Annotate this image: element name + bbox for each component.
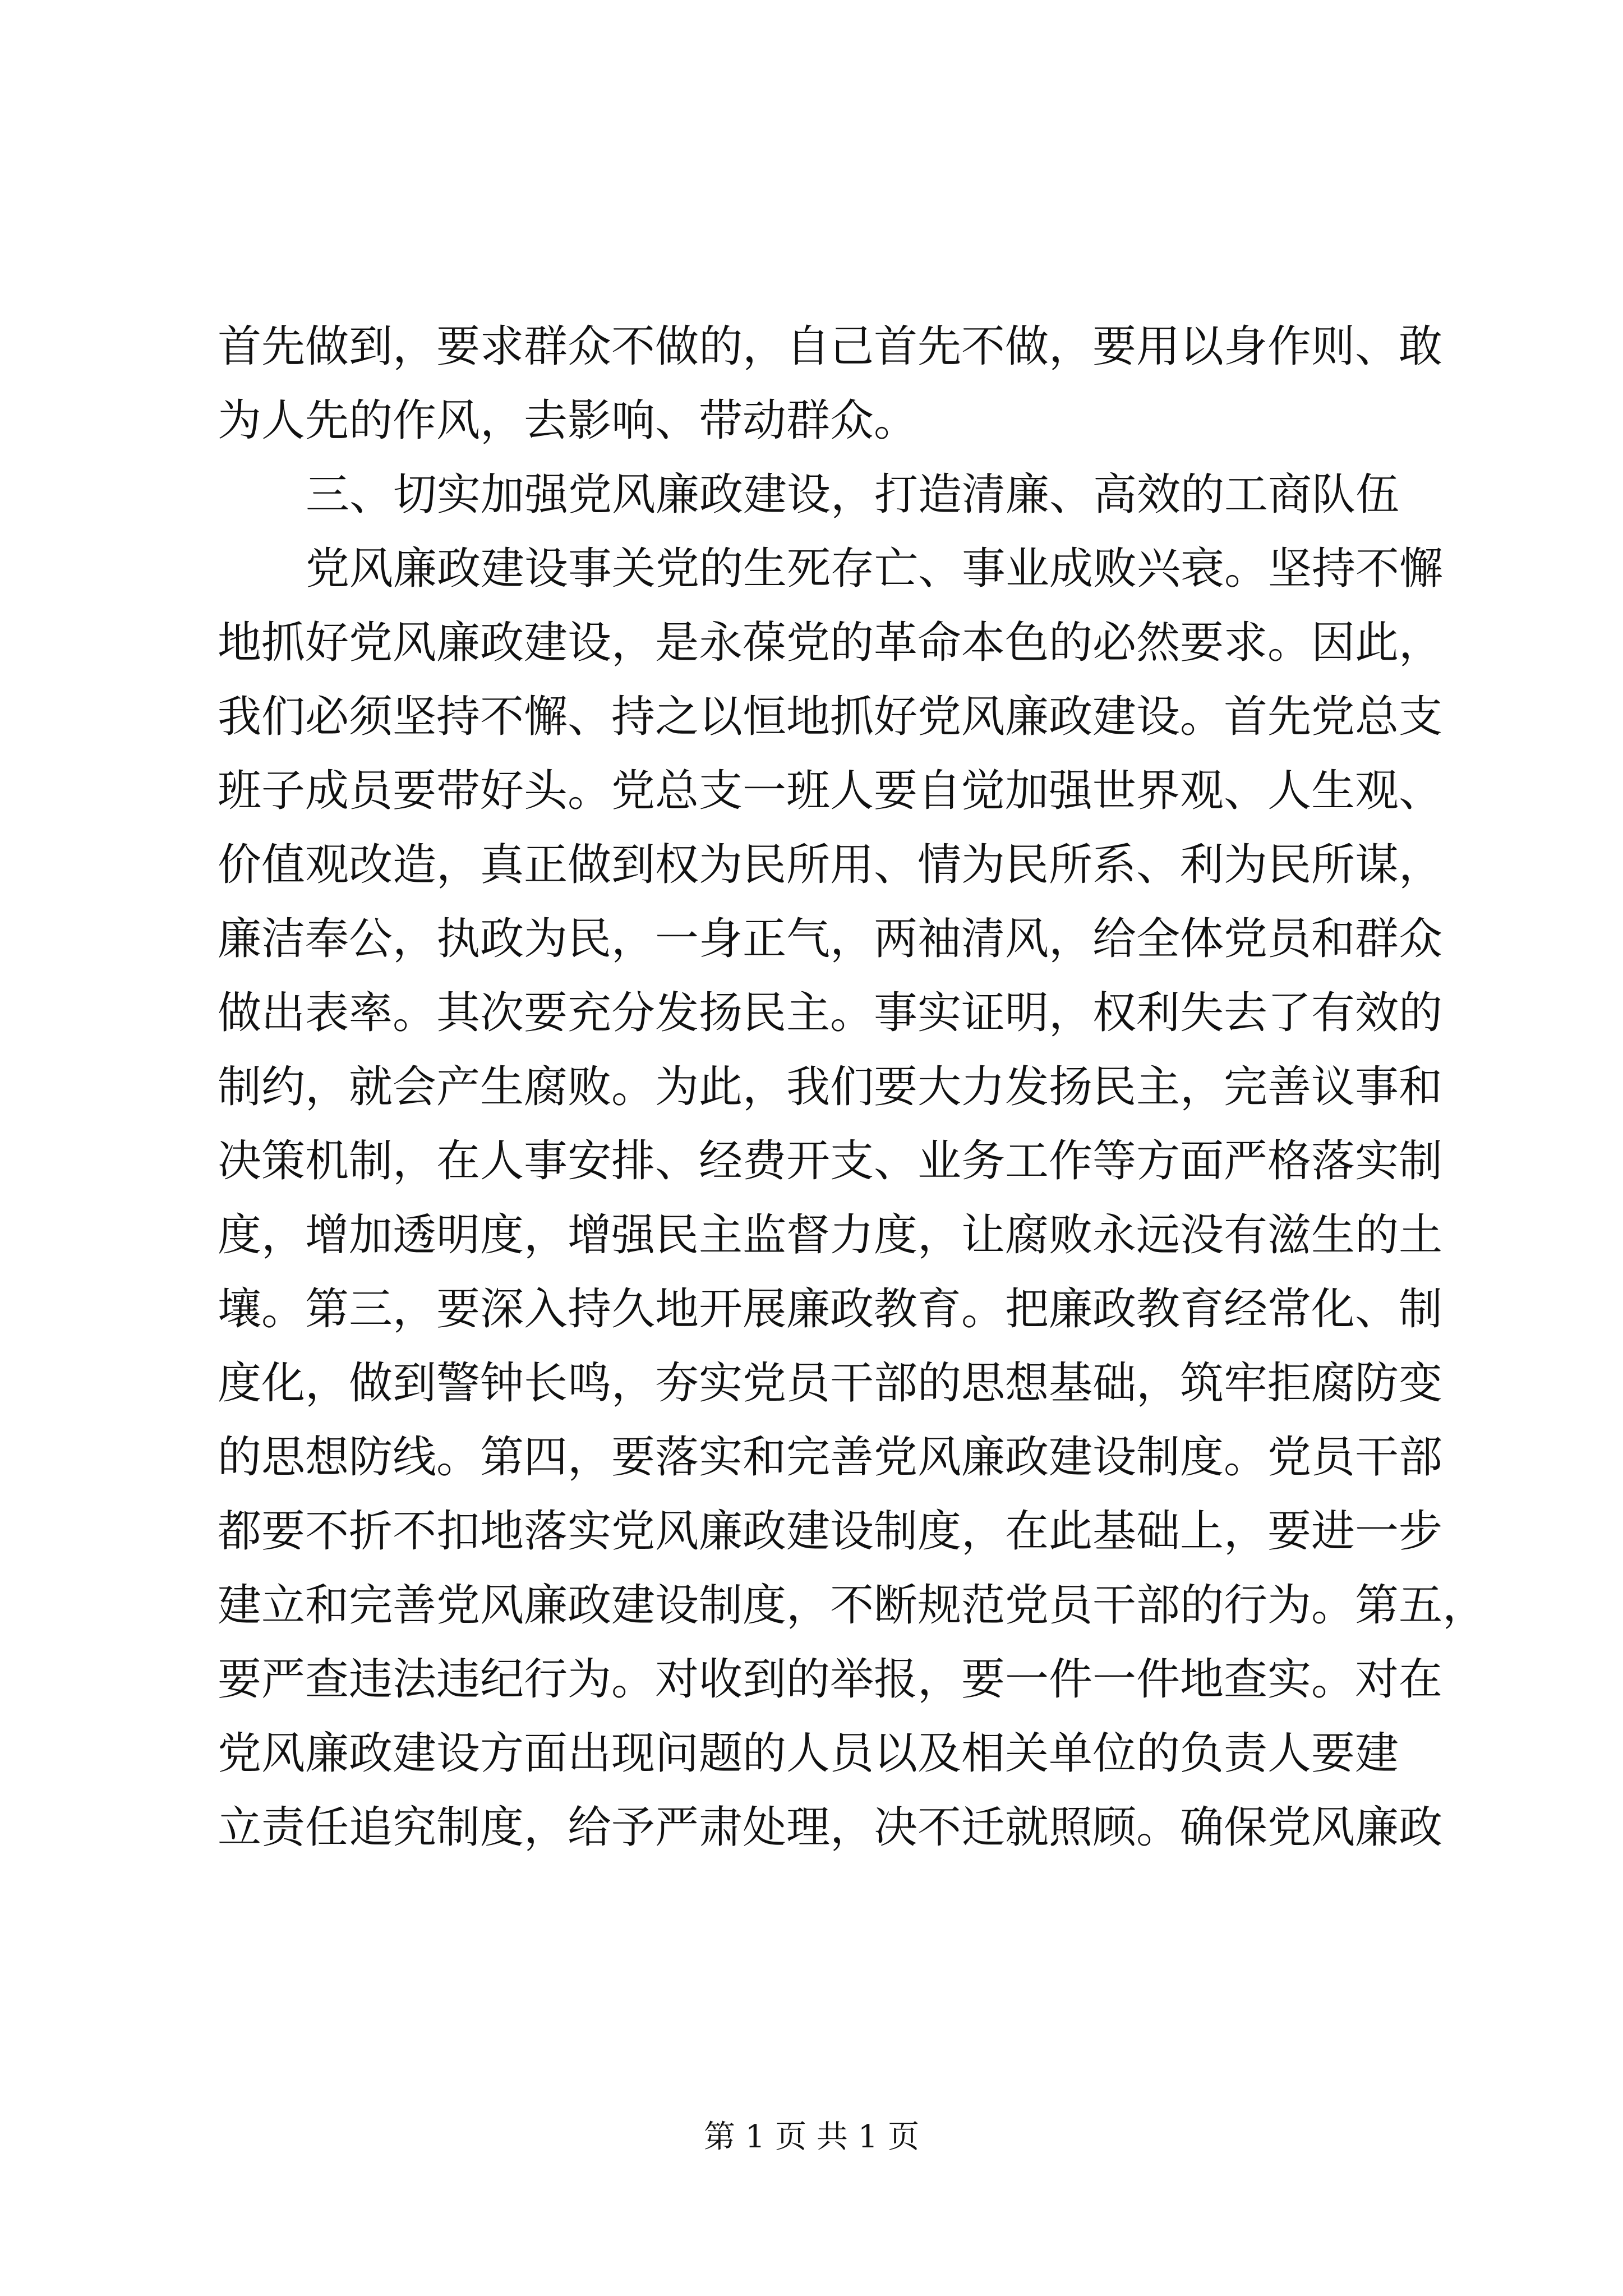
page-footer xyxy=(0,2109,1623,2165)
text-line-content: 我们必须坚持不懈、持之以恒地抓好党风廉政建设。首先党总支 xyxy=(218,692,1443,742)
text-line-content: 班子成员要带好头。党总支一班人要自觉加强世界观、人生观、 xyxy=(218,766,1443,816)
text-line-content: 壤。第三，要深入持久地开展廉政教育。把廉政教育经常化、制 xyxy=(218,1284,1443,1335)
text-line-content: 决策机制，在人事安排、经费开支、业务工作等方面严格落实制 xyxy=(218,1136,1443,1186)
text-line-content: 立责任追究制度，给予严肃处理，决不迁就照顾。确保党风廉政 xyxy=(218,1802,1443,1853)
text-line-content: 地抓好党风廉政建设，是永葆党的革命本色的必然要求。因此， xyxy=(218,618,1443,668)
page-number-label: 第 1 页 共 1 页 xyxy=(703,2119,920,2155)
text-line-content: 制约，就会产生腐败。为此，我们要大力发扬民主，完善议事和 xyxy=(218,1062,1443,1112)
text-line-content: 党风廉政建设方面出现问题的人员以及相关单位的负责人要建 xyxy=(218,1728,1399,1779)
text-line-content: 建立和完善党风廉政建设制度，不断规范党员干部的行为。第五， xyxy=(218,1580,1487,1631)
text-line-content: 做出表率。其次要充分发扬民主。事实证明，权利失去了有效的 xyxy=(218,988,1443,1038)
text-line-content: 首先做到，要求群众不做的，自己首先不做，要用以身作则、敢 xyxy=(218,321,1443,372)
text-line-content: 都要不折不扣地落实党风廉政建设制度，在此基础上，要进一步 xyxy=(218,1506,1443,1557)
text-line-content: 要严查违法违纪行为。对收到的举报，要一件一件地查实。对在 xyxy=(218,1654,1443,1705)
section-heading-text: 三、切实加强党风廉政建设，打造清廉、高效的工商队伍 xyxy=(306,470,1400,520)
text-line-content: 度化，做到警钟长鸣，夯实党员干部的思想基础，筑牢拒腐防变 xyxy=(218,1358,1443,1409)
text-line-content: 价值观改造，真正做到权为民所用、情为民所系、利为民所谋， xyxy=(218,840,1443,890)
text-line-content: 廉洁奉公，执政为民，一身正气，两袖清风，给全体党员和群众 xyxy=(218,914,1443,964)
text-line-content: 的思想防线。第四，要落实和完善党风廉政建设制度。党员干部 xyxy=(218,1432,1443,1483)
text-line-content: 为人先的作风，去影响、带动群众。 xyxy=(218,395,918,446)
text-line-content: 度，增加透明度，增强民主监督力度，让腐败永远没有滋生的土 xyxy=(218,1210,1443,1260)
text-line-content: 党风廉政建设事关党的生死存亡、事业成败兴衰。坚持不懈 xyxy=(306,544,1444,594)
